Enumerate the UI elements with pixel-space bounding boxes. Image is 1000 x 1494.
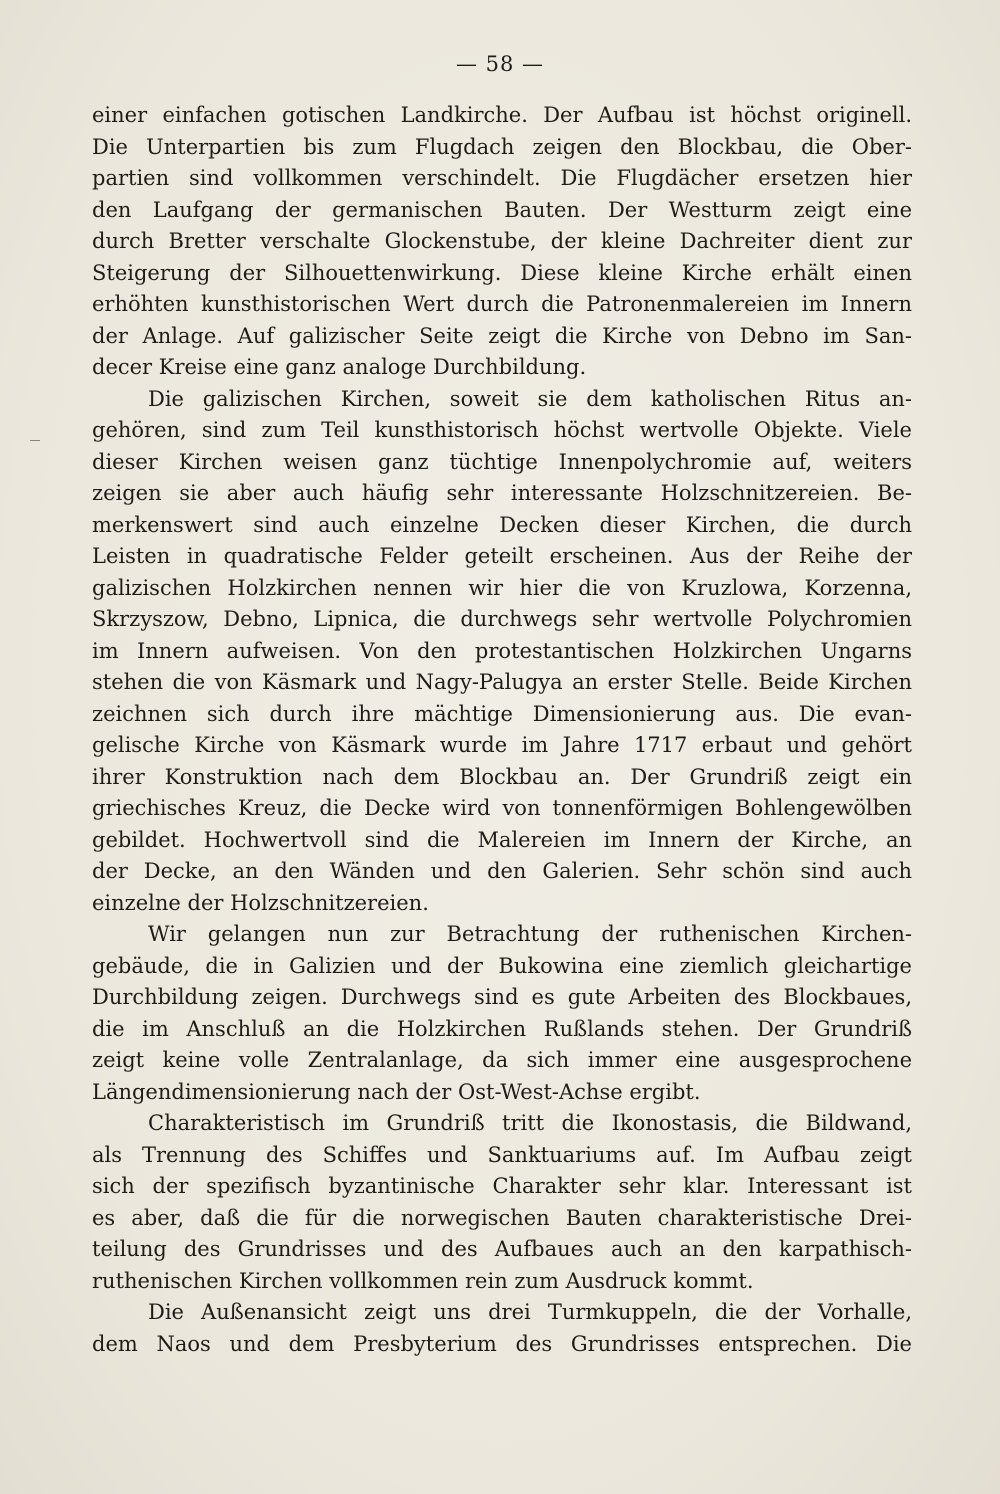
text-line: Durchbildung zeigen. Durchwegs sind es gute Arbeiten des Blockbaues, bbox=[92, 985, 912, 1009]
body-text bbox=[92, 100, 912, 1360]
text-line: dieser Kirchen weisen ganz tüchtige Innenpolychromie auf, weiters bbox=[92, 449, 912, 474]
text-line: der Anlage. Auf galizischer Seite zeigt die Kirche von Debno im San- bbox=[92, 323, 912, 348]
text-line: Skrzyszow, Debno, Lipnica, die durchwegs sehr wertvolle Polychromien bbox=[92, 607, 912, 631]
text-line: decer Kreise eine ganz analoge Durchbildung. bbox=[92, 355, 587, 379]
text-line: Die Unterpartien bis zum Flugdach zeigen den Blockbau, die Ober- bbox=[92, 134, 912, 159]
text-line: zeigen sie aber auch häufig sehr interessante Holzschnitzereien. Be- bbox=[92, 481, 912, 505]
margin-mark bbox=[30, 440, 40, 441]
text-line: Wir gelangen nun zur Betrachtung der ruthenischen Kirchen- bbox=[148, 922, 912, 946]
text-line: gehören, sind zum Teil kunsthistorisch höchst wertvolle Objekte. Viele bbox=[92, 418, 912, 442]
text-line: als Trennung des Schiffes und Sanktuariums auf. Im Aufbau zeigt bbox=[92, 1142, 912, 1167]
text-line: die im Anschluß an die Holzkirchen Rußlands stehen. Der Grundriß bbox=[92, 1016, 912, 1041]
text-line: sich der spezifisch byzantinische Charakter sehr klar. Interessant ist bbox=[92, 1174, 912, 1198]
text-line: Längendimensionierung nach der Ost-West-Achse ergibt. bbox=[92, 1079, 701, 1104]
text-line: erhöhten kunsthistorischen Wert durch die Patronenmalereien im Innern bbox=[92, 292, 912, 316]
text-line: Die Außenansicht zeigt uns drei Turmkuppeln, die der Vorhalle, bbox=[148, 1300, 912, 1324]
text-line: Steigerung der Silhouettenwirkung. Diese kleine Kirche erhält einen bbox=[92, 260, 912, 285]
text-line: stehen die von Käsmark und Nagy-Palugya an erster Stelle. Beide Kirchen bbox=[92, 670, 912, 694]
text-line: ruthenischen Kirchen vollkommen rein zum Ausdruck kommt. bbox=[92, 1268, 754, 1293]
text-line: einer einfachen gotischen Landkirche. Der Aufbau ist höchst originell. bbox=[92, 103, 912, 127]
page-number: — 58 — bbox=[455, 52, 545, 76]
text-line: gebäude, die in Galizien und der Bukowina eine ziemlich gleichartige bbox=[92, 953, 912, 978]
text-line: ihrer Konstruktion nach dem Blockbau an. Der Grundriß zeigt ein bbox=[92, 764, 912, 789]
text-line: teilung des Grundrisses und des Aufbaues auch an den karpathisch- bbox=[92, 1237, 912, 1261]
text-line: Die galizischen Kirchen, soweit sie dem katholischen Ritus an- bbox=[148, 386, 912, 411]
text-line: der Decke, an den Wänden und den Galerien. Sehr schön sind auch bbox=[92, 859, 912, 883]
text-line: zeichnen sich durch ihre mächtige Dimensionierung aus. Die evan- bbox=[92, 701, 912, 726]
text-line: es aber, daß die für die norwegischen Bauten charakteristische Drei- bbox=[92, 1205, 912, 1230]
text-line: gebildet. Hochwertvoll sind die Malereien im Innern der Kirche, an bbox=[92, 827, 912, 852]
text-line: galizischen Holzkirchen nennen wir hier die von Kruzlowa, Korzenna, bbox=[92, 575, 912, 600]
text-line: den Laufgang der germanischen Bauten. Der Westturm zeigt eine bbox=[92, 197, 912, 222]
text-line: Charakteristisch im Grundriß tritt die Ikonostasis, die Bildwand, bbox=[148, 1111, 912, 1135]
text-line: merkenswert sind auch einzelne Decken dieser Kirchen, die durch bbox=[92, 512, 912, 537]
text-line: zeigt keine volle Zentralanlage, da sich immer eine ausgesprochene bbox=[92, 1048, 912, 1072]
text-line: griechisches Kreuz, die Decke wird von tonnenförmigen Bohlengewölben bbox=[92, 796, 912, 820]
text-line: durch Bretter verschalte Glockenstube, der kleine Dachreiter dient zur bbox=[92, 229, 912, 253]
text-line: gelische Kirche von Käsmark wurde im Jahre 1717 erbaut und gehört bbox=[92, 733, 912, 757]
text-line: im Innern aufweisen. Von den protestantischen Holzkirchen Ungarns bbox=[92, 638, 912, 663]
text-line: partien sind vollkommen verschindelt. Die Flugdächer ersetzen hier bbox=[92, 166, 912, 190]
text-line: einzelne der Holzschnitzereien. bbox=[92, 890, 429, 915]
text-line: Leisten in quadratische Felder geteilt erscheinen. Aus der Reihe der bbox=[92, 544, 912, 568]
text-line: dem Naos und dem Presbyterium des Grundrisses entsprechen. Die bbox=[92, 1331, 912, 1356]
